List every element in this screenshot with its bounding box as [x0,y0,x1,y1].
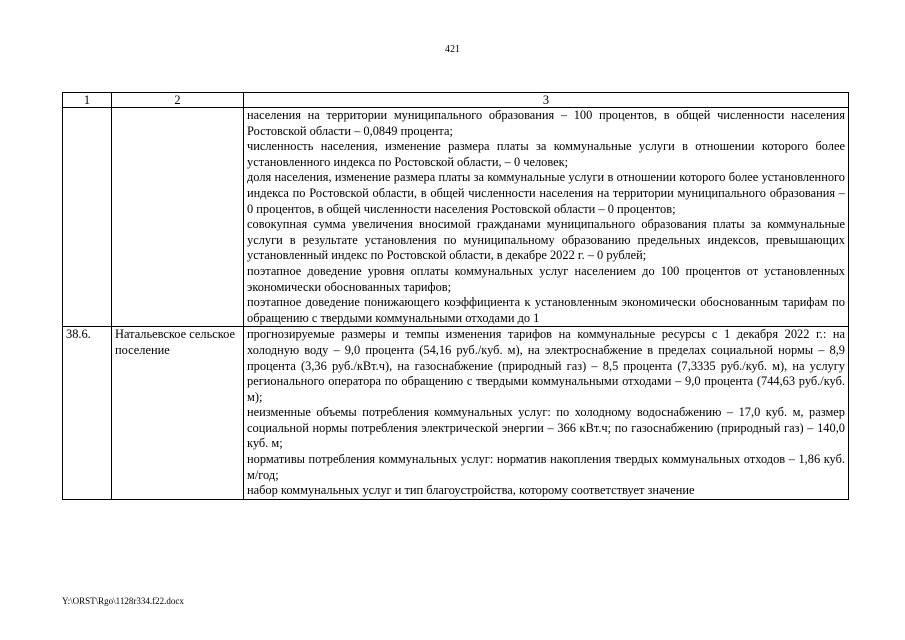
paragraph: населения на территории муниципального образования – 100 процентов, в общей численности населения Ростовской области – 0,0849 процента; [247,108,845,138]
table-header-row [63,93,849,108]
paragraph: неизменные объемы потребления коммунальных услуг: по холодному водоснабжению – 17,0 куб. м, размер социальной нормы потребления электрической энергии – 366 кВт.ч; по газоснабжению (природный газ) – 140,0 куб. м; [247,405,845,451]
row-content [244,108,849,327]
header-col-1: 1 [63,93,112,108]
row-name: Натальевское сельское поселение [112,327,244,500]
footer-file-path: Y:\ORST\Rgo\1128r334.f22.docx [62,596,184,606]
header-col-3: 3 [244,93,849,108]
paragraph: прогнозируемые размеры и темпы изменения тарифов на коммунальные ресурсы с 1 декабря 2022 г.: на холодную воду – 9,0 процента (54,16 руб./куб. м), на электроснабжение в пределах социальной нормы – 8,9 процента (3,36 руб./кВт.ч), на газоснабжение (природный газ) – 8,5 процента (7,3335 руб./куб. м), на услугу регионального оператора по обращению с твердыми коммунальными отходами – 9,0 процента (744,63 руб./куб. м); [247,327,845,404]
paragraph: численность населения, изменение размера платы за коммунальные услуги в отношении которого более установленного индекса по Ростовской области, – 0 человек; [247,139,845,169]
table-row [63,108,849,327]
content-table [62,92,849,500]
page-number: 421 [445,44,460,55]
row-number [63,108,112,327]
row-name [112,108,244,327]
paragraph: совокупная сумма увеличения вносимой гражданами муниципального образования платы за коммунальные услуги в результате установления по муниципальному образованию предельных индексов, превышающих установленный индекс по Ростовской области, в декабре 2022 г. – 0 рублей; [247,217,845,263]
paragraph: набор коммунальных услуг и тип благоустройства, которому соответствует значение [247,483,695,498]
paragraph: поэтапное доведение уровня оплаты коммунальных услуг населением до 100 процентов от установленных экономически обоснованных тарифов; [247,263,845,294]
row-content [244,327,849,500]
paragraph: поэтапное доведение понижающего коэффициента к установленным экономически обоснованным тарифам по обращению с твердыми коммунальными отходами до 1 [247,295,845,325]
paragraph: доля населения, изменение размера платы за коммунальные услуги в отношении которого более установленного индекса по Ростовской области, в общей численности населения на территории муниципального образования – 0 процентов, в общей численности населения Ростовской области – 0 процентов; [247,170,845,216]
header-col-2: 2 [112,93,244,108]
paragraph: нормативы потребления коммунальных услуг: норматив накопления твердых коммунальных отходов – 1,86 куб. м/год; [247,452,845,482]
row-number: 38.6. [63,327,112,500]
table-row [63,327,849,500]
